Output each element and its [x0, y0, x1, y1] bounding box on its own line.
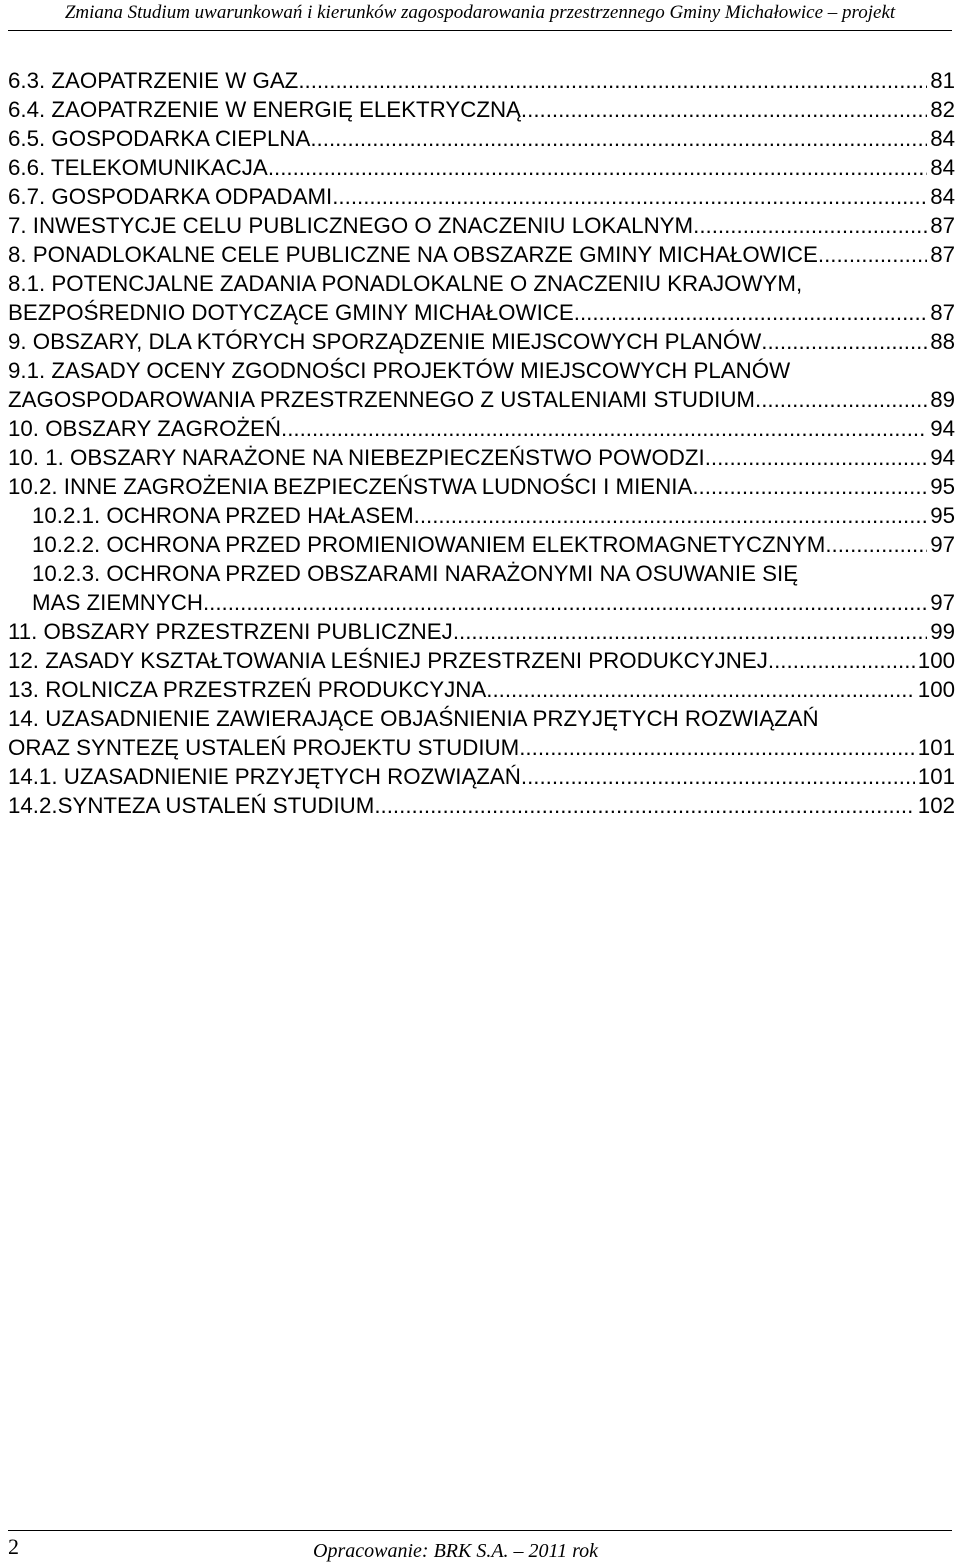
toc-entry-title: 10.2.3. OCHRONA PRZED OBSZARAMI NARAŻONYMI NA OSUWANIE SIĘ: [32, 561, 799, 586]
page-number: 2: [8, 1534, 19, 1559]
dot-leader: [492, 675, 914, 704]
toc-entry-title: 14. UZASADNIENIE ZAWIERAJĄCE OBJAŚNIENIA PRZYJĘTYCH ROZWIĄZAŃ: [8, 706, 819, 731]
toc-entry-title: 7. INWESTYCJE CELU PUBLICZNEGO O ZNACZENIU LOKALNYM: [8, 213, 694, 238]
toc-page-number: 88: [930, 329, 955, 354]
toc-entry[interactable]: [8, 269, 955, 298]
toc-entry[interactable]: [8, 617, 955, 646]
dot-leader: [574, 298, 927, 327]
toc-entry-title: 14.2.SYNTEZA USTALEŃ STUDIUM: [8, 793, 375, 818]
toc-entry-title: 13. ROLNICZA PRZESTRZEŃ PRODUKCYJNA.: [8, 677, 493, 702]
toc-entry-title: 8. PONADLOKALNE CELE PUBLICZNE NA OBSZARZE GMINY MICHAŁOWICE: [8, 242, 818, 267]
toc-entry[interactable]: [8, 124, 955, 153]
toc-page-number: 89: [930, 387, 955, 412]
dot-leader: [203, 588, 927, 617]
toc-page-number: 84: [930, 155, 955, 180]
toc-page-number: 82: [930, 97, 955, 122]
dot-leader: [414, 501, 928, 530]
toc-entry-title: BEZPOŚREDNIO DOTYCZĄCE GMINY MICHAŁOWICE: [8, 300, 574, 325]
toc-page-number: 87: [930, 242, 955, 267]
dot-leader: [705, 443, 927, 472]
toc-page-number: 84: [930, 184, 955, 209]
toc-entry-title: ZAGOSPODAROWANIA PRZESTRZENNEGO Z USTALENIAMI STUDIUM: [8, 387, 756, 412]
toc-entry-title: 10. OBSZARY ZAGROŻEŃ: [8, 416, 282, 441]
dot-leader: [761, 327, 927, 356]
toc-page-number: 81: [930, 68, 955, 93]
toc-entry-title: 10.2. INNE ZAGROŻENIA BEZPIECZEŃSTWA LUDNOŚCI I MIENIA: [8, 474, 693, 499]
toc-entry-title: 11. OBSZARY PRZESTRZENI PUBLICZNEJ: [8, 619, 453, 644]
dot-leader: [818, 240, 927, 269]
dot-leader: [268, 153, 927, 182]
toc-entry-title: 6.7. GOSPODARKA ODPADAMI: [8, 184, 333, 209]
dot-leader: [281, 414, 927, 443]
toc-page-number: 95: [930, 503, 955, 528]
toc-entry-title: 9. OBSZARY, DLA KTÓRYCH SPORZĄDZENIE MIEJSCOWYCH PLANÓW: [8, 329, 762, 354]
toc-page-number: 100: [917, 648, 955, 673]
dot-leader: [332, 182, 927, 211]
toc-entry-title: 8.1. POTENCJALNE ZADANIA PONADLOKALNE O ZNACZENIU KRAJOWYM,: [8, 271, 803, 296]
dot-leader: [310, 124, 927, 153]
toc-entry[interactable]: [8, 733, 955, 762]
toc-entry[interactable]: [8, 211, 955, 240]
toc-entry-title: 6.5. GOSPODARKA CIEPLNA: [8, 126, 311, 151]
toc-entry[interactable]: [8, 530, 955, 559]
toc-entry[interactable]: [8, 472, 955, 501]
toc-entry[interactable]: [8, 153, 955, 182]
toc-page-number: 99: [930, 619, 955, 644]
toc-entry[interactable]: [8, 501, 955, 530]
toc-entry-title: 9.1. ZASADY OCENY ZGODNOŚCI PROJEKTÓW MIEJSCOWYCH PLANÓW: [8, 358, 791, 383]
toc-entry-title: 10. 1. OBSZARY NARAŻONE NA NIEBEZPIECZEŃSTWO POWODZI: [8, 445, 705, 470]
page-header: [8, 0, 952, 31]
dot-leader: [693, 211, 927, 240]
toc-entry[interactable]: [8, 95, 955, 124]
toc-entry[interactable]: [8, 443, 955, 472]
toc-entry[interactable]: [8, 385, 955, 414]
footer-credit: Opracowanie: BRK S.A. – 2011 rok: [313, 1540, 598, 1562]
dot-leader: [519, 733, 915, 762]
dot-leader: [453, 617, 927, 646]
toc-page-number: 84: [930, 126, 955, 151]
toc-entry[interactable]: [8, 182, 955, 211]
toc-entry[interactable]: [8, 559, 955, 588]
toc-entry-title: 12. ZASADY KSZTAŁTOWANIA LEŚNIEJ PRZESTRZENI PRODUKCYJNEJ: [8, 648, 768, 673]
toc-entry[interactable]: [8, 356, 955, 385]
document-title: Zmiana Studium uwarunkowań i kierunków zagospodarowania przestrzennego Gminy Michałowice – projekt: [64, 2, 896, 23]
table-of-contents: [8, 66, 955, 820]
toc-entry[interactable]: [8, 791, 955, 820]
dot-leader: [521, 762, 915, 791]
toc-entry[interactable]: [8, 414, 955, 443]
toc-entry[interactable]: [8, 240, 955, 269]
toc-entry-title: 6.6. TELEKOMUNIKACJA: [8, 155, 268, 180]
toc-entry-title: 10.2.2. OCHRONA PRZED PROMIENIOWANIEM ELEKTROMAGNETYCZNYM: [32, 532, 826, 557]
toc-page-number: 87: [930, 213, 955, 238]
toc-entry[interactable]: [8, 588, 955, 617]
toc-entry-title: 6.3. ZAOPATRZENIE W GAZ: [8, 68, 299, 93]
toc-page-number: 100: [917, 677, 955, 702]
toc-page-number: 101: [917, 735, 955, 760]
toc-page-number: 102: [917, 793, 955, 818]
toc-page-number: 97: [930, 532, 955, 557]
toc-entry-title: 14.1. UZASADNIENIE PRZYJĘTYCH ROZWIĄZAŃ: [8, 764, 521, 789]
toc-entry-title: 10.2.1. OCHRONA PRZED HAŁASEM: [32, 503, 414, 528]
toc-page-number: 101: [917, 764, 955, 789]
dot-leader: [527, 95, 927, 124]
footer-divider: [8, 1530, 952, 1531]
toc-entry[interactable]: [8, 704, 955, 733]
dot-leader: [768, 646, 915, 675]
toc-entry[interactable]: [8, 327, 955, 356]
dot-leader: [825, 530, 927, 559]
toc-entry-title: 6.4. ZAOPATRZENIE W ENERGIĘ ELEKTRYCZNĄ.: [8, 97, 528, 122]
toc-entry[interactable]: [8, 646, 955, 675]
toc-entry-title: ORAZ SYNTEZĘ USTALEŃ PROJEKTU STUDIUM: [8, 735, 520, 760]
dot-leader: [298, 66, 927, 95]
toc-entry[interactable]: [8, 66, 955, 95]
toc-entry[interactable]: [8, 298, 955, 327]
toc-page-number: 94: [930, 416, 955, 441]
toc-entry[interactable]: [8, 762, 955, 791]
toc-page-number: 97: [930, 590, 955, 615]
toc-page-number: 87: [930, 300, 955, 325]
toc-page-number: 95: [930, 474, 955, 499]
dot-leader: [374, 791, 914, 820]
dot-leader: [692, 472, 927, 501]
toc-entry-title: MAS ZIEMNYCH: [32, 590, 203, 615]
toc-page-number: 94: [930, 445, 955, 470]
dot-leader: [755, 385, 927, 414]
toc-entry[interactable]: [8, 675, 955, 704]
